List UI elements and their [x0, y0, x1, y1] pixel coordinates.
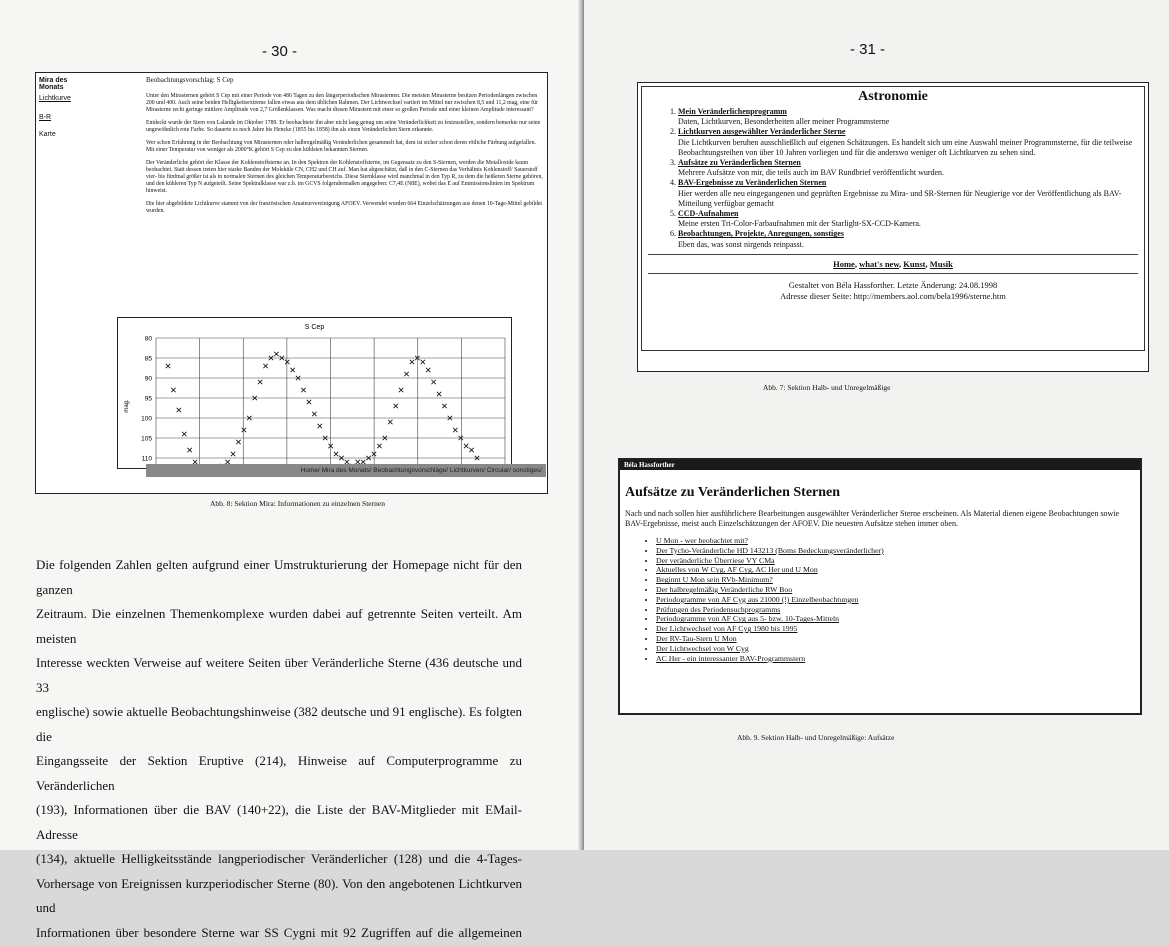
right-page — [584, 0, 1169, 850]
data-point — [258, 380, 262, 384]
y-tick-label: 100 — [141, 416, 152, 423]
y-tick-label: 80 — [145, 336, 153, 343]
article-link[interactable]: Prüfungen des Periodensuchprogramms — [656, 605, 780, 614]
article-link[interactable]: Der veränderliche Überriese VY CMa — [656, 556, 775, 565]
article-link[interactable]: Beginnt U Mon sein RVb-Minimum? — [656, 575, 773, 584]
data-point — [187, 448, 191, 452]
data-point — [236, 440, 240, 444]
astro-desc: Eben das, was sonst nirgends reinpasst. — [678, 240, 1144, 250]
astro-link[interactable]: 2. Lichtkurven ausgewählter Veränderlicher Sterne — [678, 127, 1144, 137]
mira-paragraph: Entdeckt wurde der Stern von Lalande im Oktober 1789. Er beobachtete ihn aber nicht lang genug um seine Veränderlichkeit zu festzustellen, sondern bemerkte nur seine ungewöhnlich rote Farbe. So dauerte es noch Jahre bis Hencke (1855 bis 1858) ihn als einen Veränderlichen Stern erkannte. — [146, 120, 544, 134]
body-line: Zeitraum. Die einzelnen Themenkomplexe wurden dabei auf getrennte Seiten verteilt. Am meisten — [36, 602, 522, 651]
body-text — [36, 553, 522, 945]
astro-link[interactable]: 3. Aufsätze zu Veränderlichen Sternen — [678, 158, 1144, 168]
y-tick-label: 85 — [145, 356, 153, 363]
astro-desc: Mehrere Aufsätze von mir, die teils auch im BAV Rundbrief veröffentlicht wurden. — [678, 168, 1144, 178]
data-point — [464, 444, 468, 448]
astronomie-nav: Home, what's new, Kunst, Musik — [642, 259, 1144, 269]
astro-link[interactable]: 1. Mein Veränderlichenprogramm — [678, 107, 1144, 117]
body-line: Vorhersage von Ereignissen kurzperiodischer Sterne (80). Von den angebotenen Lichtkurven und — [36, 872, 522, 921]
mira-links[interactable]: Home/ Mira des Monats/ Beobachtungsvorschläge/ Lichtkurven/ Circular/ sonstiges/ — [301, 467, 542, 474]
astro-item — [678, 158, 1144, 178]
y-tick-label: 110 — [142, 456, 153, 463]
data-point — [307, 400, 311, 404]
data-point — [453, 428, 457, 432]
data-point — [312, 412, 316, 416]
data-point — [469, 448, 473, 452]
y-tick-label: 105 — [141, 436, 152, 443]
nav-lichtkurve[interactable]: Lichtkurve — [36, 95, 141, 102]
caption-abb-9: Abb. 9. Sektion Halb- und Unregelmäßige: Aufsätze — [737, 733, 894, 742]
mira-link-bar[interactable] — [146, 464, 546, 477]
body-line: Interesse weckten Verweise auf weitere Seiten über Veränderliche Sterne (436 deutsche und 33 — [36, 651, 522, 700]
data-point — [285, 360, 289, 364]
article-link[interactable]: Der RV-Tau-Stern U Mon — [656, 634, 737, 643]
footer-address: Adresse dieser Seite: http://members.aol.com/bela1996/sterne.htm — [642, 291, 1144, 302]
data-point — [290, 368, 294, 372]
data-point — [334, 452, 338, 456]
list-item — [656, 585, 1140, 595]
data-point — [437, 392, 441, 396]
y-tick-label: 95 — [145, 396, 153, 403]
data-point — [177, 408, 181, 412]
data-point — [388, 420, 392, 424]
data-point — [301, 388, 305, 392]
data-point — [431, 380, 435, 384]
data-point — [442, 404, 446, 408]
article-link[interactable]: U Mon - wer beobachtet mit? — [656, 536, 748, 545]
article-link[interactable]: Der Tycho-Veränderliche HD 143213 (Boms Bedeckungsveränderlicher) — [656, 546, 884, 555]
y-axis-label: mag. — [124, 399, 130, 413]
mira-paragraph: Wer schon Erfahrung in der Beobachtung von Mirasternen oder halbregelmäßig Veränderlichen gesammelt hat, dem ist sicher schon deren rötliche Färbung aufgefallen. Mit einer Temperatur von weniger als 2000°K gehört S Cep zu den kühlsten bekannten Sternen. — [146, 140, 544, 154]
body-line: (193), Informationen über die BAV (140+22), die Liste der BAV-Mitglieder mit EMail-Adresse — [36, 798, 522, 847]
page-number-right: - 31 - — [850, 41, 885, 58]
astronomie-title: Astronomie — [642, 89, 1144, 105]
astronomie-frame — [641, 86, 1145, 351]
divider — [648, 273, 1138, 274]
astro-link[interactable]: 4. BAV-Ergebnisse zu Veränderlichen Sternen — [678, 178, 1144, 188]
aufsaetze-intro: Nach und nach sollen hier ausführlichere Bearbeitungen ausgewählter Veränderlicher Sterne erscheinen. Als Material dienen eigene Beobachtungen sowie BAV-Ergebnisse, meist auch Einzelschätzungen der AFOEV. Die neuesten Aufsätze stehen immer oben. — [625, 509, 1130, 528]
footer-author: Gestaltet von Béla Hassforther. Letzte Änderung: 24.08.1998 — [642, 280, 1144, 291]
nav-karte[interactable]: Karte — [36, 131, 141, 138]
astro-item — [678, 127, 1144, 158]
data-point — [393, 404, 397, 408]
mira-paragraph: Unter den Mirasternen gehört S Cep mit einer Periode von 486 Tagen zu den längerperiodischen Mirasternen. Die meisten Mirasterne besitzen Periodenlängen zwischen 200 und 400. Auch seine beiden Helligkeitsextreme fallen etwas aus dem üblichen Rahmen. Der Lichtwechsel variiert im Mittel nur zwischen 8,5 und 11,2 mag, eine für Mirasterne recht geringe mittlere Amplitude von 2,7 Größenklassen. Was macht diesen Mirastern mit einer so großen Periode und einer kleinen Amplitude interessant? — [146, 93, 544, 114]
astro-item — [678, 107, 1144, 127]
aufsaetze-list — [620, 536, 1140, 663]
astro-desc: Die Lichtkurven beruhen ausschließlich auf eigenen Schätzungen. Es handelt sich um eine Auswahl meiner Programmsterne, für die teilweise Beobachtungsreihen von über 10 Jahren vorliegen und für die anderswo weniger oft Lichtkurven zu sehen sind. — [678, 138, 1144, 158]
caption-abb-8: Abb. 8: Sektion Mira: Informationen zu einzelnen Sternen — [210, 499, 385, 508]
chart-title: S Cep — [305, 324, 325, 331]
data-point — [377, 444, 381, 448]
nav-b-r[interactable]: B-R — [36, 114, 141, 121]
nav-home[interactable]: Home — [833, 259, 855, 269]
body-line: Eingangsseite der Sektion Eruptive (214), Hinweise auf Computerprogramme zu Veränderlichen — [36, 749, 522, 798]
article-link[interactable]: Aktuelles von W Cyg, AF Cyg, AC Her und U Mon — [656, 565, 818, 574]
astro-desc: Hier werden alle neu eingegangenen und geprüften Ergebnisse zu Mira- und SR-Sternen für Neugierige vor der Veröffentlichung als BAV-Mitteilung verfügbar gemacht — [678, 189, 1144, 209]
mira-paragraph: Die hier abgebildete Lichtkurve stammt von der französischen Amateurvereinigung AFOEV. Verwendet wurden 664 Einzelschätzungen aus denen 10-Tage-Mittel gebildet wurden. — [146, 201, 544, 215]
list-item — [656, 565, 1140, 575]
list-item — [656, 624, 1140, 634]
body-line: Die folgenden Zahlen gelten aufgrund einer Umstrukturierung der Homepage nicht für den ganzen — [36, 553, 522, 602]
astro-desc: Daten, Lichtkurven, Besonderheiten aller meiner Programmsterne — [678, 117, 1144, 127]
data-point — [231, 452, 235, 456]
data-point — [426, 368, 430, 372]
list-item — [656, 654, 1140, 664]
window-titlebar: Béla Hassforther — [620, 460, 1140, 470]
data-point — [242, 428, 246, 432]
article-link[interactable]: AC Her - ein interessanter BAV-Programmstern — [656, 654, 805, 663]
list-item — [656, 556, 1140, 566]
light-curve-svg — [118, 318, 511, 468]
nav-mira-des-monats[interactable]: Mira des Monats — [36, 77, 82, 91]
figure-aufsaetze — [618, 458, 1142, 715]
light-curve-chart — [117, 317, 512, 469]
list-item — [656, 605, 1140, 615]
article-link[interactable]: Periodogramme von AF Cyg aus 5- bzw. 10-Tages-Mitteln — [656, 614, 839, 623]
astro-desc: Meine ersten Tri-Color-Farbaufnahmen mit der Starlight-SX-CCD-Kamera. — [678, 219, 1144, 229]
astronomie-list — [642, 107, 1144, 250]
data-point — [171, 388, 175, 392]
data-point — [318, 424, 322, 428]
data-point — [410, 360, 414, 364]
mira-content — [146, 77, 544, 221]
nav-whats-new[interactable]: what's new — [859, 259, 899, 269]
body-line: (134), aktuelle Helligkeitsstände langperiodischer Veränderlicher (128) und die 4-Tages- — [36, 847, 522, 872]
data-point — [421, 360, 425, 364]
article-link[interactable]: Der halbregelmäßig Veränderliche RW Boo — [656, 585, 792, 594]
nav-kunst[interactable]: Kunst — [903, 259, 925, 269]
list-item — [656, 536, 1140, 546]
article-link[interactable]: Der Lichtwechsel von AF Cyg 1980 bis 1995 — [656, 624, 797, 633]
data-point — [404, 372, 408, 376]
figure-mira-section — [35, 72, 548, 494]
left-page — [0, 0, 584, 850]
data-point — [274, 352, 278, 356]
body-line: englische) sowie aktuelle Beobachtungshinweise (382 deutsche und 91 englische). Es folgten die — [36, 700, 522, 749]
mira-heading: Beobachtungsvorschlag: S Cep — [146, 77, 544, 84]
nav-musik[interactable]: Musik — [930, 259, 953, 269]
data-point — [166, 364, 170, 368]
list-item — [656, 634, 1140, 644]
mira-paragraph: Der Veränderliche gehört der Klasse der Kohlenstoffsterne an. In den Spektren der Kohlenstoffsterne, im Gegensatz zu den S-Sternen, werden die Metalloxide kaum beobachtet. Statt dessen treten hier starke Banden der Moleküle CN, CH2 und CH auf. Man hat abgeschätzt, daß in den C-Sternen das Verhältnis Kohlenstoff/ Sauerstoff vier- bis fünfmal größer ist als in normalen Sternen des gleichen Temperaturbereichs. Diese Sternklasse wird manchmal in den Typ R, zu dem die heißeren Sterne gehören, und den kühleren Typ N aufgeteilt. Seine Spektralklasse war z.b. im GCVS folgendermaßen angegeben: C7,4E (N8E), wobei das E auf Emmissionslinien im Spektrum hinweist. — [146, 160, 544, 195]
astro-item — [678, 178, 1144, 209]
data-point — [263, 364, 267, 368]
astro-link[interactable]: 6. Beobachtungen, Projekte, Anregungen, sonstiges — [678, 229, 1144, 239]
list-item — [656, 595, 1140, 605]
list-item — [656, 644, 1140, 654]
article-link[interactable]: Periodogramme von AF Cyg aus 21000 (!) Einzelbeobachtungen — [656, 595, 858, 604]
astro-item — [678, 229, 1144, 249]
data-point — [182, 432, 186, 436]
data-point — [399, 388, 403, 392]
astronomie-footer — [642, 280, 1144, 302]
astro-link[interactable]: 5. CCD-Aufnahmen — [678, 209, 1144, 219]
caption-abb-7: Abb. 7: Sektion Halb- und Unregelmäßige — [763, 383, 890, 392]
divider — [648, 254, 1138, 255]
list-item — [656, 614, 1140, 624]
astro-item — [678, 209, 1144, 229]
article-link[interactable]: Der Lichtwechsel von W Cyg — [656, 644, 749, 653]
list-item — [656, 546, 1140, 556]
body-line: Informationen über besondere Sterne war SS Cygni mit 92 Zugriffen auf die allgemeinen — [36, 921, 522, 945]
figure-astronomie — [637, 82, 1149, 372]
y-tick-label: 90 — [145, 376, 153, 383]
list-item — [656, 575, 1140, 585]
page-number-left: - 30 - — [262, 43, 297, 60]
aufsaetze-title: Aufsätze zu Veränderlichen Sternen — [625, 485, 1140, 501]
